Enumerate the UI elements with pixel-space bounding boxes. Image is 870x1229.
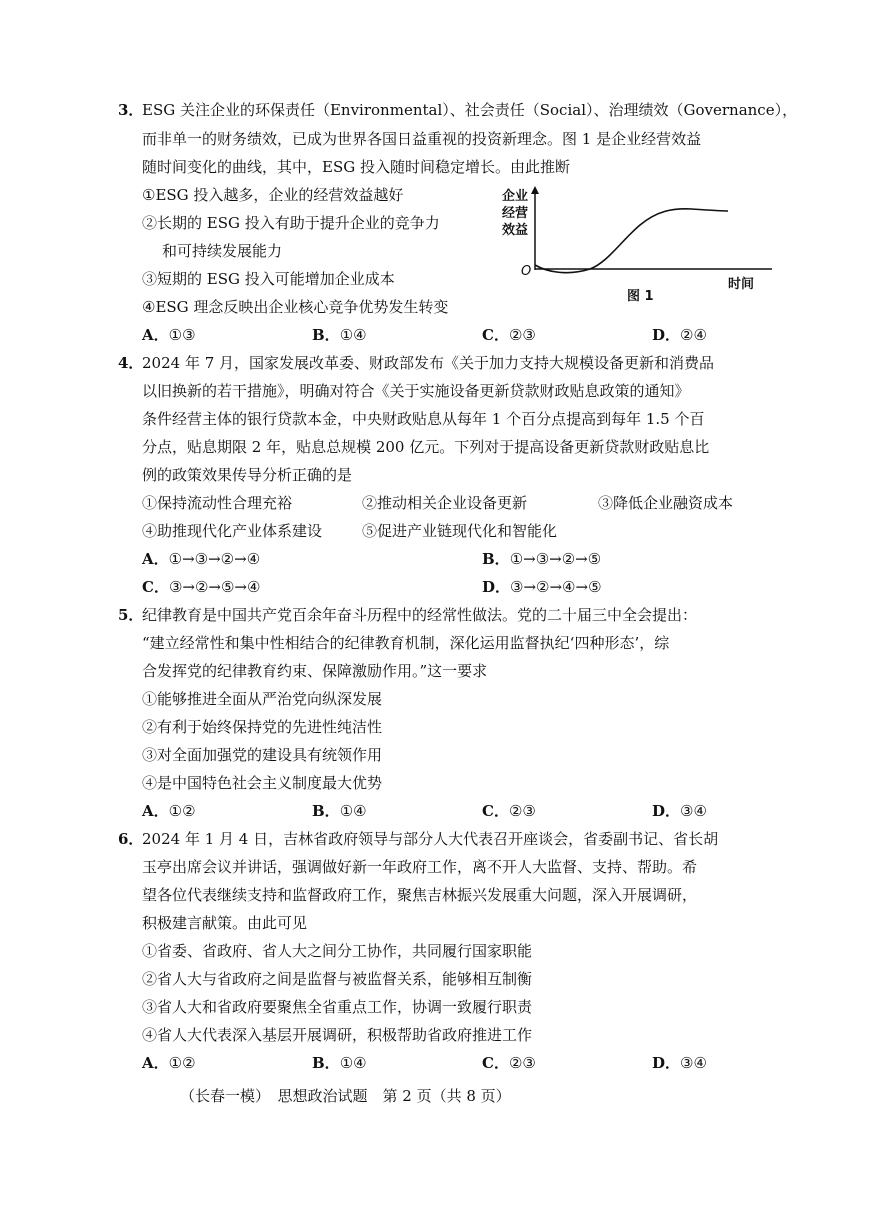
option-4: ④助推现代化产业体系建设 — [142, 522, 323, 540]
option-4: ④ESG 理念反映出企业核心竞争优势发生转变 — [142, 298, 449, 316]
choice-b: B．①④ — [312, 1054, 367, 1072]
option-5: ⑤促进产业链现代化和智能化 — [362, 522, 558, 540]
question-number: 5． — [118, 606, 144, 624]
option-2: ②长期的 ESG 投入有助于提升企业的竞争力 — [142, 214, 440, 232]
figure-origin-label: O — [521, 264, 532, 279]
y-axis-arrow — [531, 186, 539, 194]
choice-a: A．①③ — [142, 326, 196, 344]
choice-b: B．①④ — [312, 326, 367, 344]
option-2: ②有利于始终保持党的先进性纯洁性 — [142, 718, 383, 736]
figure-caption: 图 1 — [627, 289, 654, 304]
figure-ylabel-line: 企业 — [502, 189, 529, 204]
figure-ylabel-line: 效益 — [502, 223, 529, 238]
choice-c: C．②③ — [482, 802, 536, 820]
question-stem-line: 条件经营主体的银行贷款本金，中央财政贴息从每年 1 个百分点提高到每年 1.5 个百 — [142, 410, 705, 428]
option-1: ①保持流动性合理充裕 — [142, 494, 293, 512]
question-number: 6． — [118, 830, 144, 848]
question-stem-line: 望各位代表继续支持和监督政府工作，聚焦吉林振兴发展重大问题，深入开展调研， — [142, 886, 698, 904]
question-stem-line: 以旧换新的若干措施》，明确对符合《关于实施设备更新贷款财政贴息政策的通知》 — [142, 382, 690, 400]
choice-d: D．③④ — [652, 1054, 707, 1072]
option-1: ①省委、省政府、省人大之间分工协作，共同履行国家职能 — [142, 942, 533, 960]
question-stem-line: “建立经常性和集中性相结合的纪律教育机制，深化运用监督执纪‘四种形态’，综 — [142, 634, 670, 652]
option-2: ②推动相关企业设备更新 — [362, 494, 528, 512]
question-stem-line: 例的政策效果传导分析正确的是 — [142, 466, 353, 484]
question-number: 4． — [118, 354, 144, 372]
figure-1-curve — [492, 180, 782, 320]
choice-a: A．①② — [142, 802, 196, 820]
question-stem-line: 随时间变化的曲线，其中，ESG 投入随时间稳定增长。由此推断 — [142, 158, 570, 176]
question-stem-line: ESG 关注企业的环保责任（Environmental）、社会责任（Social）、治理绩效（Governance）， — [142, 101, 798, 119]
question-stem-line: 玉亭出席会议并讲话，强调做好新一年政府工作，离不开人大监督、支持、帮助。希 — [142, 858, 698, 876]
choice-d: D．③④ — [652, 802, 707, 820]
question-stem-line: 合发挥党的纪律教育约束、保障激励作用。”这一要求 — [142, 662, 488, 680]
choice-c: C．③→②→⑤→④ — [142, 578, 261, 596]
option-3: ③对全面加强党的建设具有统领作用 — [142, 746, 383, 764]
choice-d: D．②④ — [652, 326, 707, 344]
option-1: ①ESG 投入越多，企业的经营效益越好 — [142, 186, 404, 204]
question-stem-line: 分点，贴息期限 2 年，贴息总规模 200 亿元。下列对于提高设备更新贷款财政贴息比 — [142, 438, 710, 456]
question-stem-line: 积极建言献策。由此可见 — [142, 914, 308, 932]
figure-ylabel-line: 经营 — [502, 206, 529, 221]
question-stem-line: 2024 年 1 月 4 日，吉林省政府领导与部分人大代表召开座谈会，省委副书记、省长胡 — [142, 830, 719, 848]
figure-xlabel: 时间 — [728, 277, 755, 292]
choice-b: B．①→③→②→⑤ — [482, 550, 602, 568]
question-stem-line: 而非单一的财务绩效，已成为世界各国日益重视的投资新理念。图 1 是企业经营效益 — [142, 130, 702, 148]
option-3: ③短期的 ESG 投入可能增加企业成本 — [142, 270, 395, 288]
option-3: ③降低企业融资成本 — [598, 494, 734, 512]
choice-c: C．②③ — [482, 326, 536, 344]
option-2: ②省人大与省政府之间是监督与被监督关系，能够相互制衡 — [142, 970, 533, 988]
option-4: ④省人大代表深入基层开展调研，积极帮助省政府推进工作 — [142, 1026, 533, 1044]
choice-a: A．①→③→②→④ — [142, 550, 261, 568]
option-4: ④是中国特色社会主义制度最大优势 — [142, 774, 383, 792]
option-3: ③省人大和省政府要聚焦全省重点工作，协调一致履行职责 — [142, 998, 533, 1016]
choice-c: C．②③ — [482, 1054, 536, 1072]
choice-a: A．①② — [142, 1054, 196, 1072]
question-stem-line: 2024 年 7 月，国家发展改革委、财政部发布《关于加力支持大规模设备更新和消费品 — [142, 354, 715, 372]
question-stem-line: 纪律教育是中国共产党百余年奋斗历程中的经常性做法。党的二十届三中全会提出： — [142, 606, 698, 624]
performance-curve — [535, 209, 728, 273]
question-number: 3． — [118, 101, 144, 119]
option-2-continued: 和可持续发展能力 — [162, 242, 283, 260]
option-1: ①能够推进全面从严治党向纵深发展 — [142, 690, 383, 708]
choice-b: B．①④ — [312, 802, 367, 820]
page-footer: （长春一模） 思想政治试题 第 2 页（共 8 页） — [180, 1087, 511, 1105]
choice-d: D．③→②→④→⑤ — [482, 578, 602, 596]
